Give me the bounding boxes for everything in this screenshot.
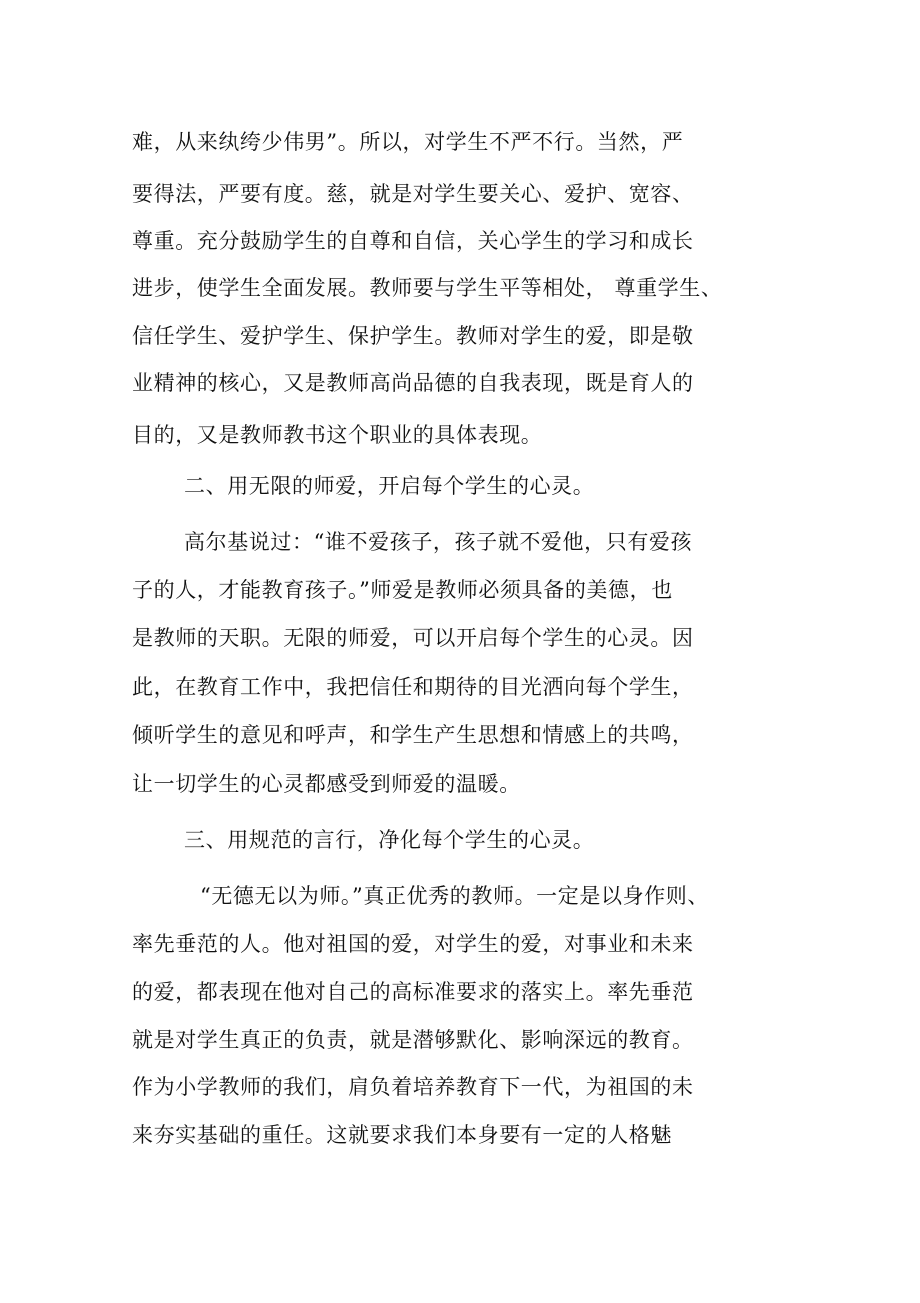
text-line: 子的人，才能教育孩子。”师爱是教师必须具备的美德，也: [132, 578, 673, 602]
section-heading: 三、用规范的言行，净化每个学生的心灵。: [184, 828, 595, 852]
text-line: 是教师的天职。无限的师爱，可以开启每个学生的心灵。因: [132, 626, 694, 650]
text-line: 作为小学教师的我们，肩负着培养教育下一代，为祖国的未: [132, 1075, 694, 1099]
text-line: 就是对学生真正的负责，就是潜够默化、影响深远的教育。: [132, 1028, 694, 1052]
text-line: 高尔基说过：“谁不爱孩子，孩子就不爱他，只有爱孩: [184, 530, 693, 554]
text-line: 目的，又是教师教书这个职业的具体表现。: [132, 423, 543, 447]
section-heading: 二、用无限的师爱，开启每个学生的心灵。: [184, 474, 595, 498]
text-line: 进步，使学生全面发展。教师要与学生平等相处， 尊重学生、: [132, 276, 723, 300]
text-line: 的爱，都表现在他对自己的高标准要求的落实上。率先垂范: [132, 980, 694, 1004]
text-line: 信任学生、爱护学生、保护学生。教师对学生的爱，即是敬: [132, 324, 694, 348]
text-line: 倾听学生的意见和呼声，和学生产生思想和情感上的共鸣，: [132, 723, 694, 747]
text-line: 难，从来纨绔少伟男”。所以，对学生不严不行。当然，严: [132, 130, 684, 154]
text-line: 让一切学生的心灵都感受到师爱的温暖。: [132, 772, 521, 796]
text-line: 来夯实基础的重任。这就要求我们本身要有一定的人格魅: [132, 1123, 672, 1147]
text-line: 要得法，严要有度。慈，就是对学生要关心、爱护、宽容、: [132, 182, 694, 206]
text-line: 此，在教育工作中，我把信任和期待的目光洒向每个学生，: [132, 675, 694, 699]
text-line: 尊重。充分鼓励学生的自尊和自信，关心学生的学习和成长: [132, 229, 694, 253]
text-line: “无德无以为师。”真正优秀的教师。一定是以身作则、: [200, 884, 709, 908]
text-line: 率先垂范的人。他对祖国的爱，对学生的爱，对事业和未来: [132, 932, 694, 956]
text-line: 业精神的核心，又是教师高尚品德的自我表现，既是育人的: [132, 371, 694, 395]
